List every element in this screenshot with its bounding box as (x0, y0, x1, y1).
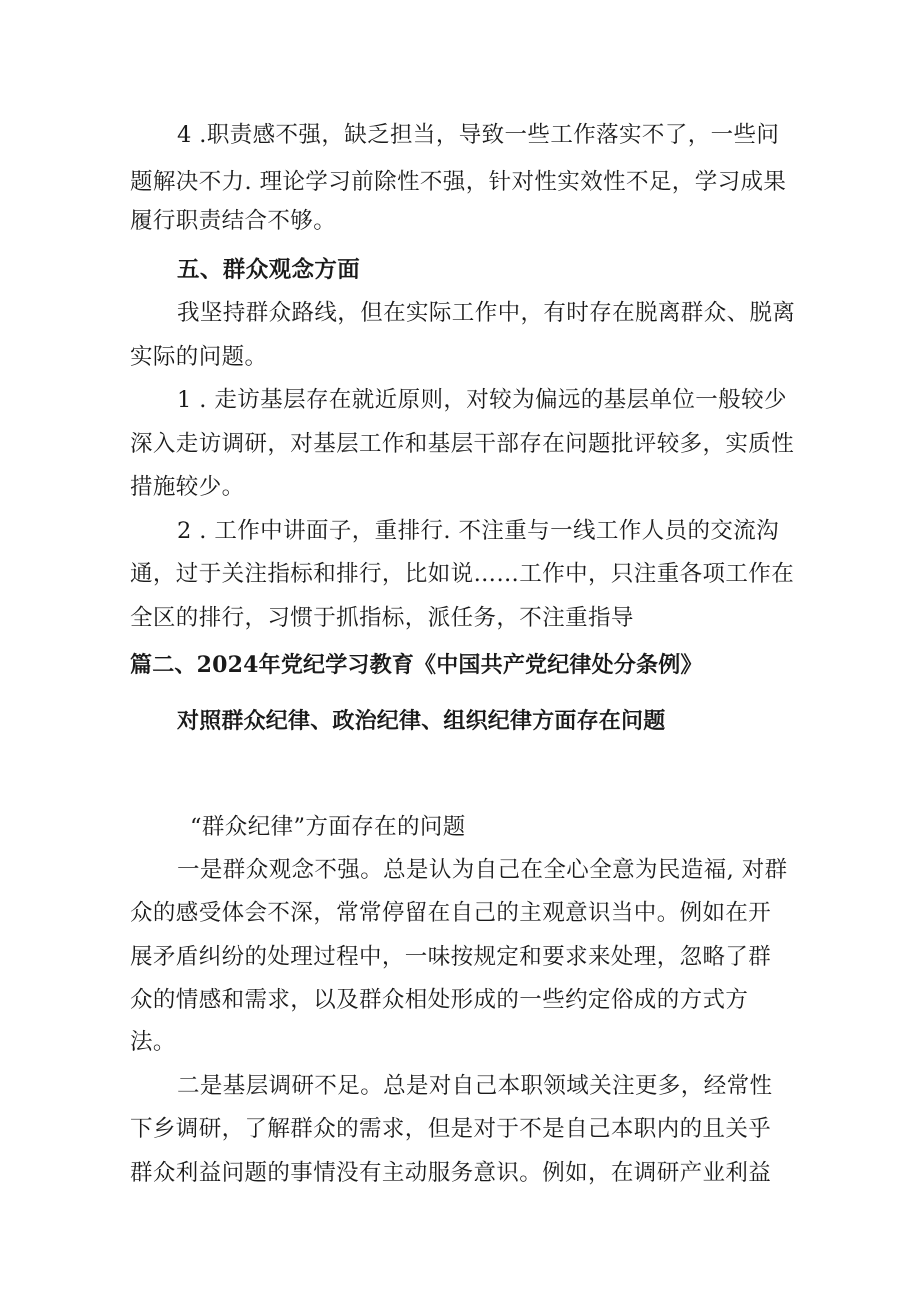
part-two-subheading: “群众纪律”方面存在的问题 (190, 814, 466, 840)
item4-line2: 题解决不力. 理论学习前除性不强，针对性实效性不足，学习成果 (130, 169, 787, 195)
section-five-item2-line2: 通，过于关注指标和排行，比如说……工作中，只注重各项工作在 (130, 561, 795, 587)
part-two-title-line1: 篇二、2024年党纪学习教育《中国共产党纪律处分条例》 (130, 652, 703, 678)
section-five-intro-line1: 我坚持群众路线，但在实际工作中，有时存在脱离群众、脱离 (177, 300, 796, 326)
point2-line3: 群众利益问题的事情没有主动服务意识。例如，在调研产业利益 (130, 1160, 772, 1186)
point1-line1: 一是群众观念不强。总是认为自己在全心全意为民造福, 对群 (177, 857, 788, 883)
section-five-item1-line3: 措施较少。 (130, 474, 245, 500)
point1-line2: 众的感受体会不深，常常停留在自己的主观意识当中。例如在开 (130, 900, 772, 926)
section-five-intro-line2: 实际的问题。 (130, 344, 268, 370)
section-five-item2-line3: 全区的排行，习惯于抓指标，派任务，不注重指导 (130, 605, 634, 631)
part-two-title-line2: 对照群众纪律、政治纪律、组织纪律方面存在问题 (177, 708, 666, 734)
item4-line1: 4 .职责感不强，缺乏担当，导致一些工作落实不了，一些问 (177, 122, 780, 148)
section-five-item2-line1: 2 . 工作中讲面子，重排行. 不注重与一线工作人员的交流沟 (177, 518, 780, 544)
section-five-heading: 五、群众观念方面 (177, 257, 361, 283)
section-five-item1-line2: 深入走访调研，对基层工作和基层干部存在问题批评较多，实质性 (130, 431, 795, 457)
point1-line4: 众的情感和需求，以及群众相处形成的一些约定俗成的方式方 (130, 987, 749, 1013)
point1-line5: 法。 (130, 1029, 176, 1055)
section-five-item1-line1: 1 . 走访基层存在就近原则，对较为偏远的基层单位一般较少 (177, 387, 787, 413)
point1-line3: 展矛盾纠纷的处理过程中，一味按规定和要求来处理，忽略了群 (130, 944, 772, 970)
point2-line1: 二是基层调研不足。总是对自己本职领域关注更多，经常性 (177, 1073, 773, 1099)
item4-line3: 履行职责结合不够。 (130, 208, 337, 234)
point2-line2: 下乡调研，了解群众的需求，但是对于不是自己本职内的且关乎 (130, 1116, 772, 1142)
